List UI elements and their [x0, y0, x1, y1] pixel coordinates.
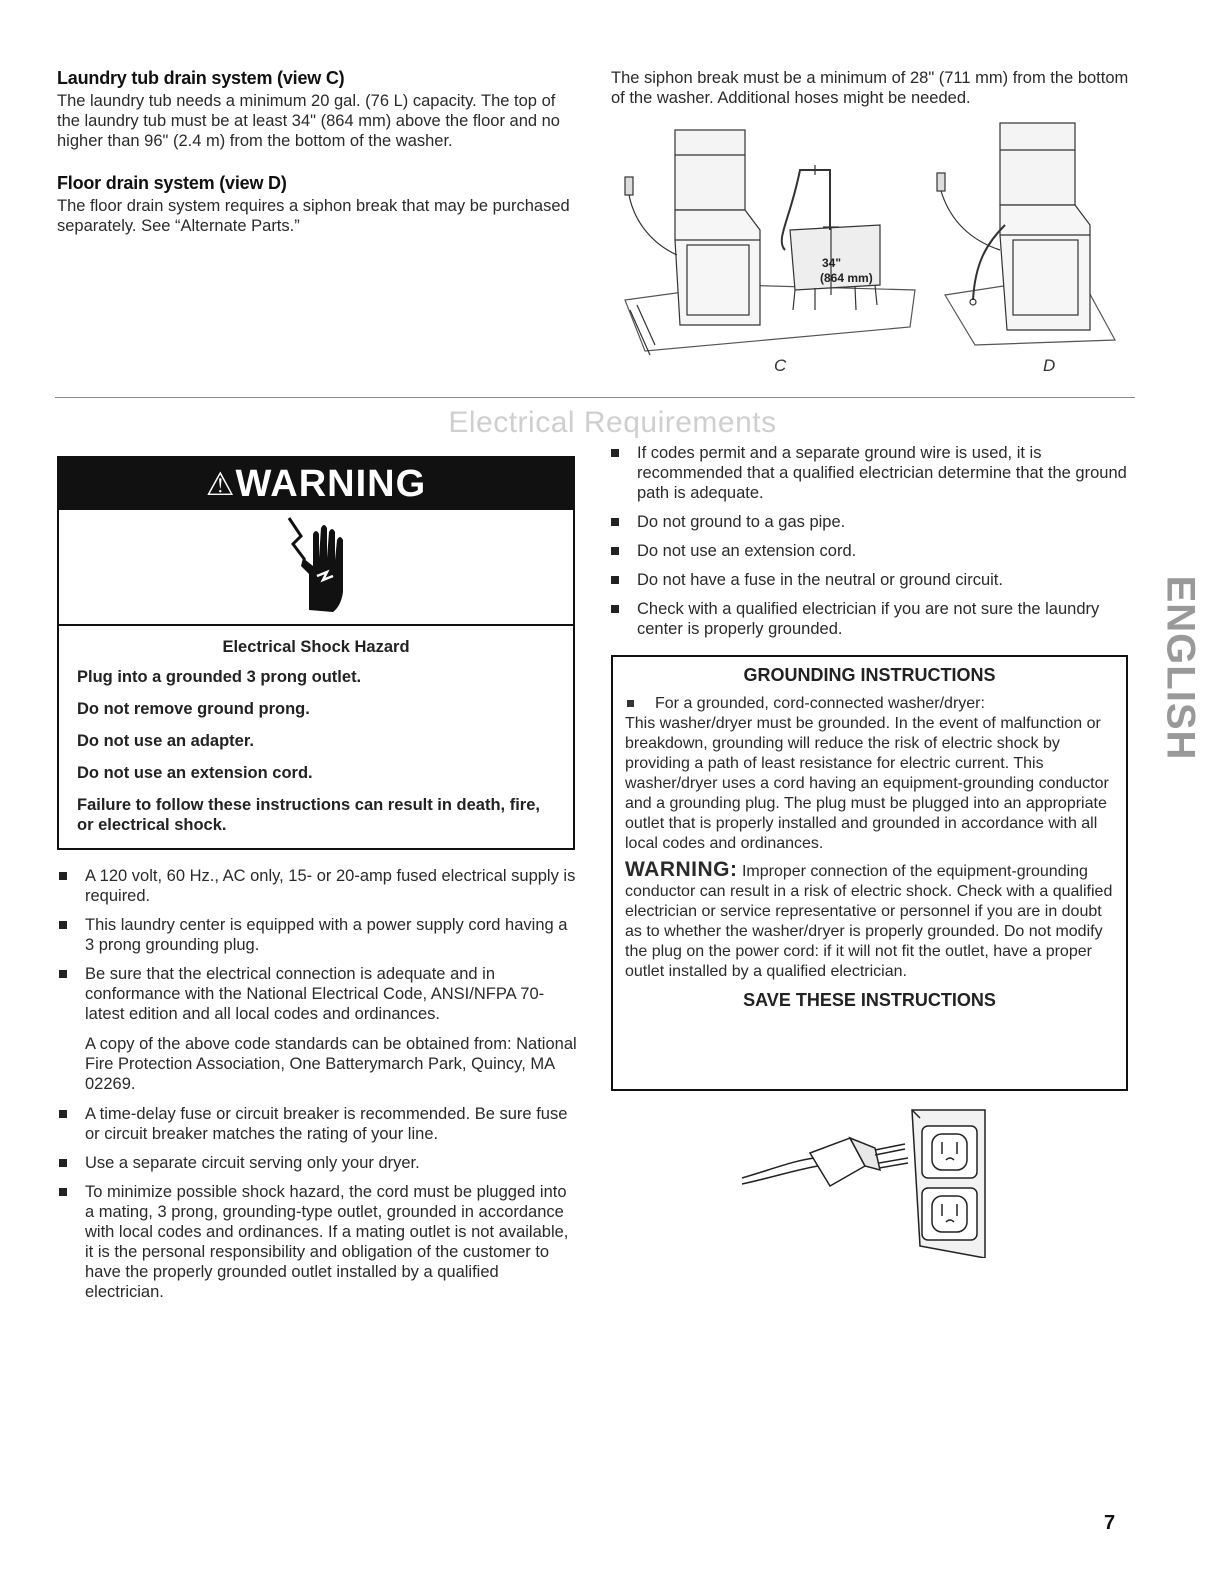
english-side-tab	[1158, 560, 1202, 775]
list-item: This laundry center is equipped with a power supply cord having a 3 prong grounding plug.	[57, 915, 577, 955]
warning-box	[57, 456, 575, 850]
warning-line: Failure to follow these instructions can result in death, fire, or electrical shock.	[77, 796, 540, 834]
floor-drain-section	[57, 173, 577, 236]
warning-icon-area	[59, 510, 573, 626]
grounding-instructions-box	[611, 655, 1128, 1091]
caption-view-c: C	[774, 356, 787, 375]
hazard-label: Electrical Shock Hazard	[222, 638, 410, 656]
grounding-warning-word: WARNING:	[625, 858, 738, 881]
grounding-warning-text: Improper connection of the equipment-grounding conductor can result in a risk of electric shock. Check with a qualified electrician or service representative or personnel if you are in doubt as to whether the washer/dryer is properly grounded. Do not modify the plug on the power cord: if it will not fit the outlet, have a proper outlet installed by a qualified electrician.	[625, 863, 1113, 980]
grounding-paragraph: This washer/dryer must be grounded. In the event of malfunction or breakdown, grounding will reduce the risk of electric shock by providing a path of least resistance for electric current. This washer/dryer uses a cord having an equipment-grounding conductor and a grounding plug. The plug must be plugged into an appropriate outlet that is properly installed and grounded in accordance with all local codes and ordinances.	[625, 715, 1109, 852]
warning-line: Plug into a grounded 3 prong outlet.	[77, 668, 362, 686]
save-instructions: SAVE THESE INSTRUCTIONS	[743, 990, 996, 1010]
list-item: Do not ground to a gas pipe.	[609, 512, 1129, 532]
tub-drain-text: The laundry tub needs a minimum 20 gal. (76 L) capacity. The top of the laundry tub must be at least 34" (864 mm) above the floor and no higher than 96" (2.4 m) from the bottom of the washer.	[57, 92, 560, 150]
warning-line: Do not remove ground prong.	[77, 700, 310, 718]
list-item: If codes permit and a separate ground wire is used, it is recommended that a qualified electrician determine that the ground path is adequate.	[609, 443, 1129, 503]
right-bullet-list	[609, 443, 1129, 648]
grounding-title: GROUNDING INSTRUCTIONS	[743, 665, 996, 685]
warning-line: Do not use an adapter.	[77, 732, 254, 750]
plug-and-outlet-illustration	[740, 1108, 995, 1258]
dim-label-mm: (864 mm)	[820, 271, 873, 285]
floor-drain-heading: Floor drain system (view D)	[57, 173, 287, 193]
tub-drain-heading: Laundry tub drain system (view C)	[57, 68, 345, 88]
section-divider	[55, 397, 1135, 398]
page-number: 7	[1104, 1512, 1116, 1534]
drain-views-illustration	[615, 115, 1125, 360]
list-item: A time-delay fuse or circuit breaker is recommended. Be sure fuse or circuit breaker matches the rating of your line.	[57, 1104, 577, 1144]
warning-title: WARNING	[235, 463, 427, 505]
warning-header	[59, 458, 573, 510]
warning-line: Do not use an extension cord.	[77, 764, 313, 782]
list-item: A 120 volt, 60 Hz., AC only, 15- or 20-amp fused electrical supply is required.	[57, 866, 577, 906]
caption-view-d: D	[1043, 356, 1056, 375]
left-bullet-list-continued	[57, 1104, 577, 1311]
left-bullet-list	[57, 866, 577, 1033]
list-item: Do not have a fuse in the neutral or ground circuit.	[609, 570, 1129, 590]
list-item: Do not use an extension cord.	[609, 541, 1129, 561]
list-item: Be sure that the electrical connection is adequate and in conformance with the National Electrical Code, ANSI/NFPA 70-latest edition and all local codes and ordinances.	[57, 964, 577, 1024]
siphon-text: The siphon break must be a minimum of 28" (711 mm) from the bottom of the washer. Additional hoses might be needed.	[611, 69, 1129, 107]
floor-drain-text: The floor drain system requires a siphon break that may be purchased separately. See “Alternate Parts.”	[57, 197, 570, 235]
list-item: Check with a qualified electrician if you are not sure the laundry center is properly grounded.	[609, 599, 1129, 639]
warning-triangle-icon: ⚠	[205, 466, 236, 502]
grounding-warning	[625, 860, 1114, 982]
list-item: Use a separate circuit serving only your dryer.	[57, 1153, 577, 1173]
section-title: Electrical Requirements	[448, 406, 777, 439]
list-item: To minimize possible shock hazard, the cord must be plugged into a mating, 3 prong, grounding-type outlet, grounded in accordance with local codes and ordinances. If a mating outlet is not available, it is the personal responsibility and obligation of the customer to have the properly grounded outlet installed by a qualified electrician.	[57, 1182, 577, 1302]
language-tab-label: ENGLISH	[1158, 575, 1203, 760]
tub-drain-section	[57, 68, 577, 151]
electric-shock-hand-icon	[281, 514, 351, 618]
dim-label-inches: 34"	[822, 256, 842, 270]
code-standards-note: A copy of the above code standards can be obtained from: National Fire Protection Association, One Batterymarch Park, Quincy, MA 02269.	[85, 1035, 577, 1093]
grounding-bullet: For a grounded, cord-connected washer/dryer:	[625, 694, 1114, 714]
